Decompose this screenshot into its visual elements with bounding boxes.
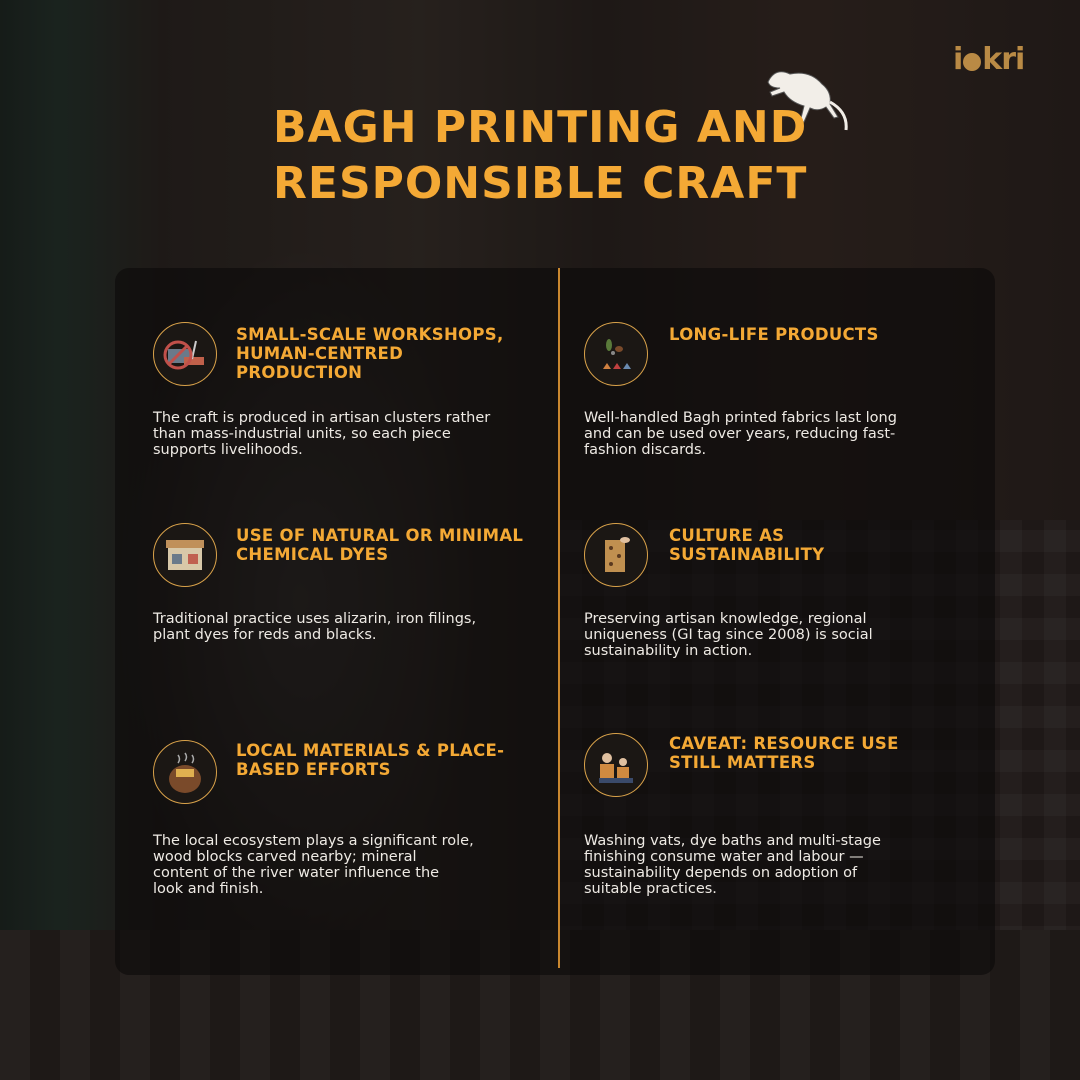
section-heading: LOCAL MATERIALS & PLACE- BASED EFFORTS xyxy=(236,741,505,779)
section-text: The local ecosystem plays a significant role, wood blocks carved nearby; mineral content of the river water influence the look and finish. xyxy=(153,833,474,897)
section-heading: SMALL-SCALE WORKSHOPS, HUMAN-CENTRED PRODUCTION xyxy=(236,325,504,382)
no-machine-icon xyxy=(153,322,217,386)
printed-fabric-icon xyxy=(584,523,648,587)
dye-pot-icon xyxy=(153,740,217,804)
section-text: Preserving artisan knowledge, regional uniqueness (GI tag since 2008) is social sustainability in action. xyxy=(584,611,873,659)
section-text: Traditional practice uses alizarin, iron filings, plant dyes for reds and blacks. xyxy=(153,611,477,643)
section-text: Well-handled Bagh printed fabrics last long and can be used over years, reducing fast- fashion discards. xyxy=(584,410,897,458)
section-text: Washing vats, dye baths and multi-stage finishing consume water and labour — sustainability depends on adoption of suitable practices. xyxy=(584,833,881,897)
section-heading: CAVEAT: RESOURCE USE STILL MATTERS xyxy=(669,734,899,772)
section-text: The craft is produced in artisan clusters rather than mass-industrial units, so each piece supports livelihoods. xyxy=(153,410,491,458)
artisans-icon xyxy=(584,733,648,797)
itokri-logo: i kri xyxy=(953,42,1025,77)
section-heading: CULTURE AS SUSTAINABILITY xyxy=(669,526,825,564)
page-title: BAGH PRINTING AND RESPONSIBLE CRAFT xyxy=(273,102,808,209)
section-heading: LONG-LIFE PRODUCTS xyxy=(669,325,879,344)
section-heading: USE OF NATURAL OR MINIMAL CHEMICAL DYES xyxy=(236,526,524,564)
shop-icon xyxy=(153,523,217,587)
column-divider xyxy=(558,268,560,968)
leaves-pigments-icon xyxy=(584,322,648,386)
